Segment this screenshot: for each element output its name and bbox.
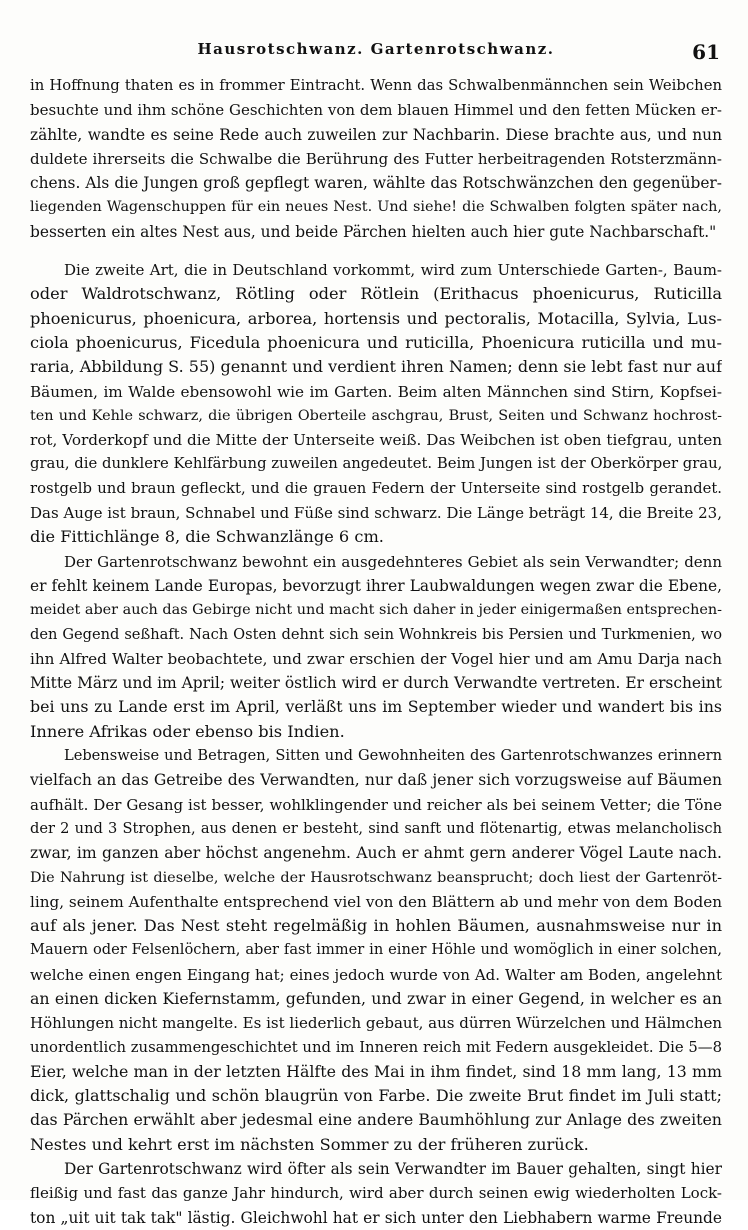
text-line: dick, glattschalig und schön blaugrün von Farbe. Die zweite Brut findet im Juli statt; (30, 1086, 722, 1106)
text-line: grau, die dunklere Kehlfärbung zuweilen angedeutet. Beim Jungen ist der Oberkörper grau, (30, 455, 722, 473)
text-line: fleißig und fast das ganze Jahr hindurch, wird aber durch seinen ewig wiederholten Lock- (30, 1184, 722, 1203)
body-text (30, 74, 722, 1230)
text-line: Mitte März und im April; weiter östlich wird er durch Verwandte vertreten. Er erscheint (30, 674, 722, 693)
text-line: rostgelb und braun gefleckt, und die grauen Federn der Unterseite sind rostgelb gerandet. (30, 479, 722, 497)
text-line: Der Gartenrotschwanz bewohnt ein ausgedehnteres Gebiet als sein Verwandter; denn (64, 552, 722, 571)
paragraph (30, 74, 722, 244)
paragraph (30, 744, 722, 1157)
paragraph (30, 258, 722, 550)
page-number: 61 (692, 40, 720, 64)
paragraph (30, 550, 722, 744)
text-line: oder Waldrotschwanz, Rötling oder Rötlein (Erithacus phoenicurus, Ruticilla (30, 284, 722, 304)
text-line: Nestes und kehrt erst im nächsten Sommer zu der früheren zurück. (30, 1134, 589, 1154)
text-line: rot, Vorderkopf und die Mitte der Unterseite weiß. Das Weibchen ist oben tiefgrau, unten (30, 431, 722, 450)
text-line: bei uns zu Lande erst im April, verläßt uns im September wieder und wandert bis ins (30, 697, 722, 717)
text-line: Die Nahrung ist dieselbe, welche der Hausrotschwanz beansprucht; doch liest der Gartenröt- (30, 869, 722, 886)
text-line: chens. Als die Jungen groß gepflegt waren, wählte das Rotschwänzchen den gegenüber- (30, 174, 722, 193)
text-line: das Pärchen erwählt aber jedesmal eine andere Baumhöhlung zur Anlage des zweiten (30, 1110, 722, 1130)
text-line: duldete ihrerseits die Schwalbe die Berührung des Futter herbeitragenden Rotsterzmänn- (30, 149, 722, 168)
running-head (30, 40, 722, 68)
text-line: phoenicurus, phoenicura, arborea, hortensis und pectoralis, Motacilla, Sylvia, Lus- (30, 308, 722, 328)
text-line: ton „uit uit tak tak" lästig. Gleichwohl hat er sich unter den Liebhabern warme Freunde (30, 1208, 722, 1227)
text-line: vielfach an das Getreibe des Verwandten, nur daß jener sich vorzugsweise auf Bäumen (30, 771, 722, 790)
text-line: welche einen engen Eingang hat; eines jedoch wurde von Ad. Walter am Boden, angelehnt (30, 965, 722, 984)
text-line: er fehlt keinem Lande Europas, bevorzugt ihrer Laubwaldungen wegen zwar die Ebene, (30, 576, 722, 595)
text-line: meidet aber auch das Gebirge nicht und macht sich daher in jeder einigermaßen entsprechen- (30, 602, 722, 619)
text-line: besuchte und ihm schöne Geschichten von dem blauen Himmel und den fetten Mücken er- (30, 101, 722, 120)
text-line: auf als jener. Das Nest steht regelmäßig in hohlen Bäumen, ausnahmsweise nur in (30, 916, 722, 936)
text-line: aufhält. Der Gesang ist besser, wohlklingender und reicher als bei seinem Vetter; die Töne (30, 795, 722, 814)
text-line: Bäumen, im Walde ebensowohl wie im Garten. Beim alten Männchen sind Stirn, Kopfsei- (30, 382, 722, 401)
text-line: den Gegend seßhaft. Nach Osten dehnt sich sein Wohnkreis bis Persien und Turkmenien, wo (30, 625, 722, 643)
paragraph (30, 1157, 722, 1230)
text-line: an einen dicken Kiefernstamm, gefunden, und zwar in einer Gegend, in welcher es an (30, 988, 722, 1008)
running-title: Hausrotschwanz. Gartenrotschwanz. (197, 40, 555, 58)
paragraph-gap (30, 244, 722, 258)
text-line: ten und Kehle schwarz, die übrigen Oberteile aschgrau, Brust, Seiten und Schwanz hochrost- (30, 407, 722, 424)
text-line: Höhlungen nicht mangelte. Es ist liederlich gebaut, aus dürren Würzelchen und Hälmchen (30, 1014, 722, 1033)
text-line: Der Gartenrotschwanz wird öfter als sein Verwandter im Bauer gehalten, singt hier (64, 1160, 722, 1179)
text-line: Mauern oder Felsenlöchern, aber fast immer in einer Höhle und womöglich in einer solchen, (30, 941, 722, 959)
text-line: ihn Alfred Walter beobachtete, und zwar erschien der Vogel hier und am Amu Darja nach (30, 649, 722, 668)
text-line: ciola phoenicurus, Ficedula phoenicura und ruticilla, Phoenicura ruticilla und mu- (30, 332, 722, 352)
text-line: ling, seinem Aufenthalte entsprechend viel von den Blättern ab und mehr von dem Boden (30, 892, 722, 911)
text-line: Eier, welche man in der letzten Hälfte des Mai in ihm findet, sind 18 mm lang, 13 mm (30, 1061, 722, 1081)
text-line: liegenden Wagenschuppen für ein neues Nest. Und siehe! die Schwalben folgten später nach, (30, 199, 722, 216)
text-line: die Fittichlänge 8, die Schwanzlänge 6 cm. (30, 527, 384, 547)
text-line: besserten ein altes Nest aus, und beide Pärchen hielten auch hier gute Nachbarschaft." (30, 222, 717, 241)
text-line: zählte, wandte es seine Rede auch zuweilen zur Nachbarin. Diese brachte aus, und nun (30, 125, 722, 144)
text-line: in Hoffnung thaten es in frommer Eintracht. Wenn das Schwalbenmännchen sein Weibchen (30, 77, 722, 94)
text-line: der 2 und 3 Strophen, aus denen er besteht, sind sanft und flötenartig, etwas melancholisch (30, 819, 722, 837)
text-line: Lebensweise und Betragen, Sitten und Gewohnheiten des Gartenrotschwanzes erinnern (64, 747, 722, 765)
text-line: zwar, im ganzen aber höchst angenehm. Auch er ahmt gern anderer Vögel Laute nach. (30, 844, 722, 863)
text-line: unordentlich zusammengeschichtet und im Inneren reich mit Federn ausgekleidet. Die 5—8 (30, 1038, 722, 1056)
text-line: Innere Afrikas oder ebenso bis Indien. (30, 721, 345, 741)
text-line: raria, Abbildung S. 55) genannt und verdient ihren Namen; denn sie lebt fast nur auf (30, 357, 722, 377)
text-line: Das Auge ist braun, Schnabel und Füße sind schwarz. Die Länge beträgt 14, die Breite 23, (30, 504, 722, 523)
text-line: Die zweite Art, die in Deutschland vorkommt, wird zum Unterschiede Garten-, Baum- (64, 261, 722, 280)
